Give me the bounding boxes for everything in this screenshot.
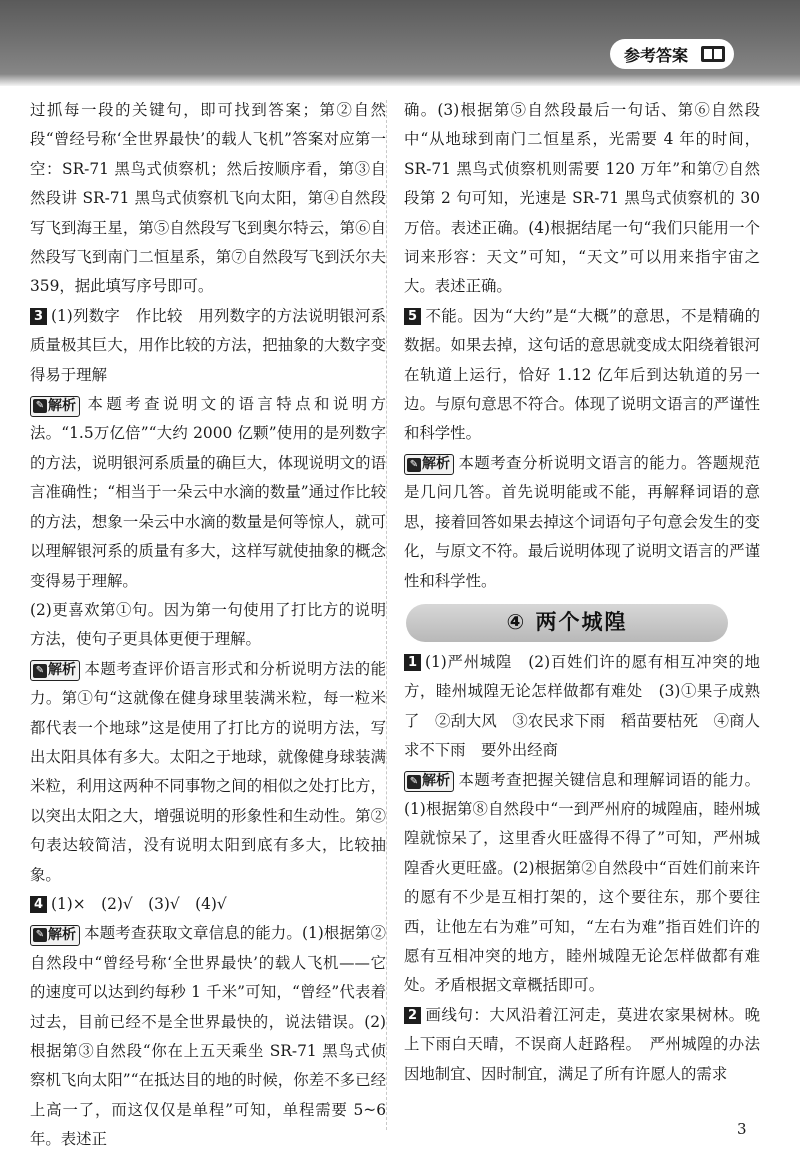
section-title: ④ 两个城隍 (406, 604, 728, 642)
analysis-text: 本题考查分析说明文语言的能力。答题规范是几问几答。首先说明能或不能，再解释词语的意思，接着回答如果去掉这个词语句子句意会发生的变化，与原文不符。最后说明体现了说明文语言的严谨性和科学性。 (404, 453, 760, 590)
analysis-label: 解析 (48, 926, 76, 943)
question-3-answer (30, 302, 386, 390)
analysis-label: 解析 (422, 773, 450, 790)
pencil-icon: ✎ (33, 399, 47, 413)
analysis-label: 解析 (48, 397, 76, 414)
answer-text: 不能。因为“大约”是“大概”的意思，不是精确的数据。如果去掉，这句话的意思就变成太阳绕着银河在轨道上运行，恰好 1.12 亿年后到达轨道的另一边。与原句意思不符合。体现了说明文语言的严谨性和科学性。 (404, 306, 760, 443)
open-book-icon (700, 44, 726, 64)
page-number: 3 (737, 1120, 747, 1138)
pencil-icon: ✎ (33, 928, 47, 942)
question-5-analysis (404, 449, 760, 596)
analysis-label: 解析 (48, 662, 76, 679)
analysis-label: 解析 (422, 456, 450, 473)
section-question-1-analysis (404, 766, 760, 1001)
analysis-tag (30, 396, 80, 417)
analysis-text: 本题考查说明文的语言特点和说明方法。“1.5万亿倍”“大约 2000 亿颗”使用的是列数字的方法，说明银河系质量的确巨大，体现说明文的语言准确性；“相当于一朵云中水滴的数量”通过作比较的方法，想象一朵云中水滴的数量是何等惊人，就可以理解银河系的质量有多大，这样写就使抽象的概念变得易于理解。 (30, 395, 386, 590)
question-4-answer (30, 890, 386, 919)
paragraph-continued: 确。(3)根据第⑤自然段最后一句话、第⑥自然段中“从地球到南门二恒星系，光需要 4 年的时间，SR-71 黑鸟式侦察机则需要 120 万年”和第⑦自然段第 2 句可知，光速是 SR-71 黑鸟式侦察机的 30 万倍。表述正确。(4)根据结尾一句“我们只能用一个词来形容：天文”可知，“天文”可以用来指宇宙之大。表述正确。 (404, 101, 760, 296)
column-divider (386, 100, 387, 1130)
answer-text: (1)× (2)√ (3)√ (4)√ (51, 894, 227, 913)
analysis-text: 本题考查把握关键信息和理解词语的能力。(1)根据第⑧自然段中“一到严州府的城隍庙，睦州城隍就惊呆了，这里香火旺盛得不得了”可知，严州城隍香火更旺盛。(2)根据第②自然段中“百姓们前来许的愿有不少是互相打架的，这个要往东，那个要往西，让他左右为难”可知，“左右为难”指百姓们许的愿有互相冲突的地方，睦州城隍无论怎样做都有难处。矛盾根据文章概括即可。 (404, 770, 760, 995)
question-3-analysis-2 (30, 655, 386, 890)
answer-text: 画线句：大风沿着江河走，莫进农家果树林。晚上下雨白天晴，不误商人赶路程。 严州城隍的办法因地制宜、因时制宜，满足了所有许愿人的需求 (404, 1005, 760, 1083)
analysis-text: 本题考查获取文章信息的能力。(1)根据第②自然段中“曾经号称‘全世界最快’的载人飞机——它的速度可以达到约每秒 1 千米”可知，“曾经”代表着过去，目前已经不是全世界最快的，说法错误。(2)根据第③自然段“你在上五天乘坐 SR-71 黑鸟式侦察机飞向太阳”“在抵达目的地的时候，你差不多已经上高一了，而这仅仅是单程”可知，单程需要 5~6 年。表述正 (30, 924, 386, 1149)
question-5-answer (404, 302, 760, 449)
question-3-answer-2: (2)更喜欢第①句。因为第一句使用了打比方的说明方法，使句子更具体更便于理解。 (30, 600, 386, 649)
answer-key-badge (610, 39, 734, 69)
answer-text: (1)严州城隍 (2)百姓们许的愿有相互冲突的地方，睦州城隍无论怎样做都有难处 (3)①果子成熟了 ②刮大风 ③农民求下雨 稻苗要枯死 ④商人求不下雨 要外出经商 (404, 652, 760, 760)
pencil-icon: ✎ (407, 775, 421, 789)
question-number: 4 (30, 896, 47, 913)
pencil-icon: ✎ (407, 458, 421, 472)
question-number: 2 (404, 1007, 421, 1024)
question-number: 5 (404, 308, 421, 325)
answer-text: (1)列数字 作比较 用列数字的方法说明银河系质量极其巨大，用作比较的方法，把抽象的大数字变得易于理解 (30, 306, 386, 384)
analysis-tag (30, 925, 80, 946)
pencil-icon: ✎ (33, 664, 47, 678)
question-number: 3 (30, 308, 47, 325)
question-4-analysis (30, 919, 386, 1154)
question-number: 1 (404, 654, 421, 671)
left-column (30, 96, 386, 1155)
analysis-tag (404, 454, 454, 475)
analysis-tag (404, 771, 454, 792)
badge-label: 参考答案 (624, 45, 689, 65)
question-3-analysis (30, 390, 386, 596)
analysis-text: 本题考查评价语言形式和分析说明方法的能力。第①句“这就像在健身球里装满米粒，每一粒米都代表一个地球”这是使用了打比方的说明方法，写出太阳具体有多大。太阳之于地球，就像健身球装满米粒，利用这两种不同事物之间的相似之处打比方，以突出太阳之大，增强说明的形象性和生动性。第②句表达较简洁，没有说明太阳到底有多大，比较抽象。 (30, 659, 386, 884)
analysis-tag (30, 660, 80, 681)
paragraph-continued: 过抓每一段的关键句，即可找到答案；第②自然段“曾经号称‘全世界最快’的载人飞机”答案对应第一空：SR-71 黑鸟式侦察机；然后按顺序看，第③自然段讲 SR-71 黑鸟式侦察机飞向太阳，第④自然段写飞到海王星，第⑤自然段写飞到奥尔特云，第⑥自然段写飞到南门二恒星系，第⑦自然段写飞到沃尔夫 359，据此填写序号即可。 (30, 101, 386, 296)
right-column (404, 96, 760, 1089)
section-question-2-answer (404, 1001, 760, 1089)
section-question-1-answer (404, 648, 760, 766)
